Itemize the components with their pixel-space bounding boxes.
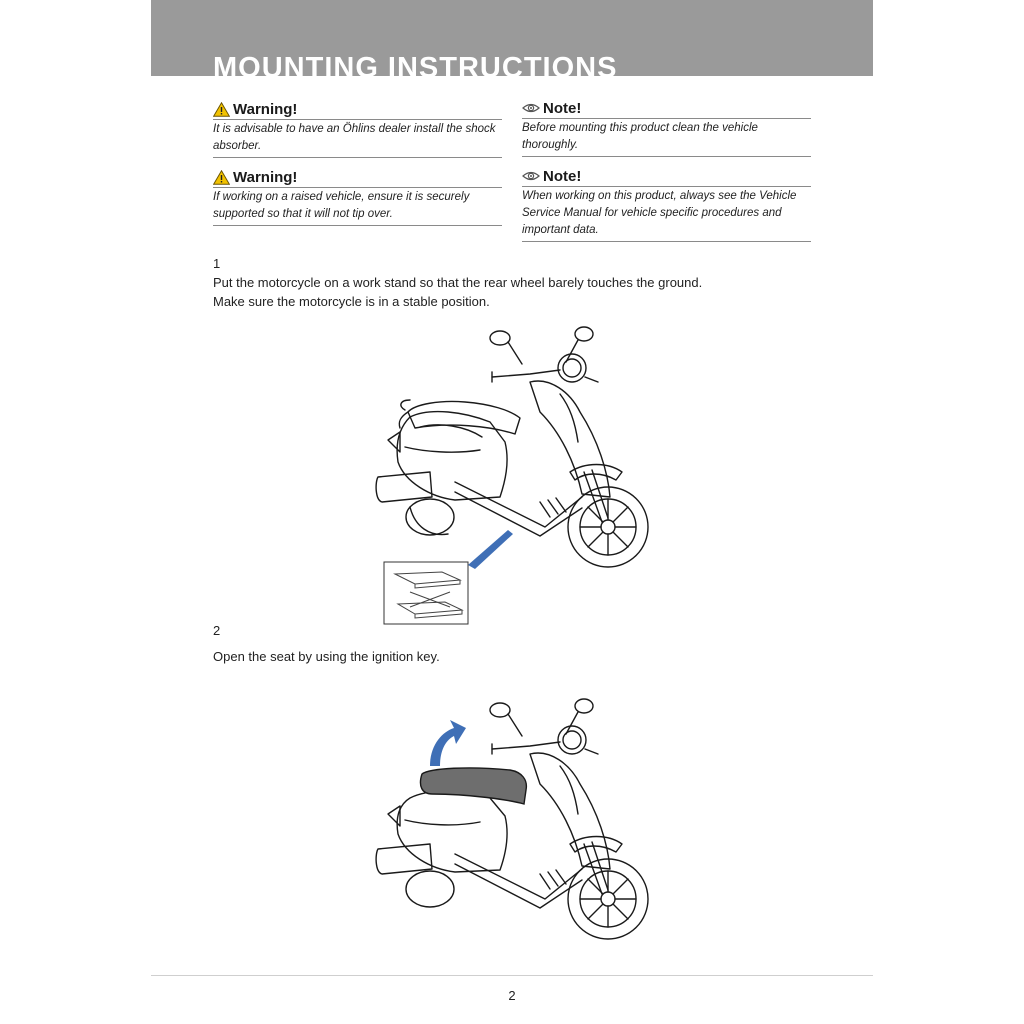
warning-notice-1 (213, 100, 502, 158)
warning-notice-2 (213, 168, 502, 226)
callout-pointer (468, 530, 513, 569)
warning-title: Warning! (233, 168, 298, 186)
warning-title: Warning! (233, 100, 298, 118)
page-number: 2 (508, 988, 516, 1003)
step-1-line-1: Put the motorcycle on a work stand so that the rear wheel barely touches the ground. (213, 275, 703, 290)
warning-triangle-icon (213, 170, 230, 185)
eye-icon (522, 170, 540, 182)
seat-raised (420, 768, 526, 804)
warning-text: If working on a raised vehicle, ensure it is securely supported so that it will not tip over. (213, 188, 502, 226)
step-1-number: 1 (213, 256, 221, 271)
step-2-line-1: Open the seat by using the ignition key. (213, 649, 440, 664)
eye-icon (522, 102, 540, 114)
scooter-open-seat-illustration (370, 690, 660, 958)
header-band (151, 0, 873, 76)
open-seat-arrow-icon (430, 720, 466, 766)
warning-triangle-icon (213, 102, 230, 117)
mirror-left (490, 331, 522, 364)
scooter-on-stand-illustration (370, 322, 660, 628)
note-text: When working on this product, always see the Vehicle Service Manual for vehicle specific procedures and important data. (522, 187, 811, 242)
note-text: Before mounting this product clean the vehicle thoroughly. (522, 119, 811, 157)
step-1-line-2: Make sure the motorcycle is in a stable position. (213, 294, 490, 309)
warning-text: It is advisable to have an Öhlins dealer install the shock absorber. (213, 120, 502, 158)
footer-divider (151, 975, 873, 976)
page-title: MOUNTING INSTRUCTIONS (213, 52, 618, 76)
step-2-number: 2 (213, 623, 221, 638)
note-title: Note! (543, 99, 582, 117)
note-notice-1 (522, 99, 811, 157)
note-title: Note! (543, 167, 582, 185)
note-notice-2 (522, 167, 811, 242)
